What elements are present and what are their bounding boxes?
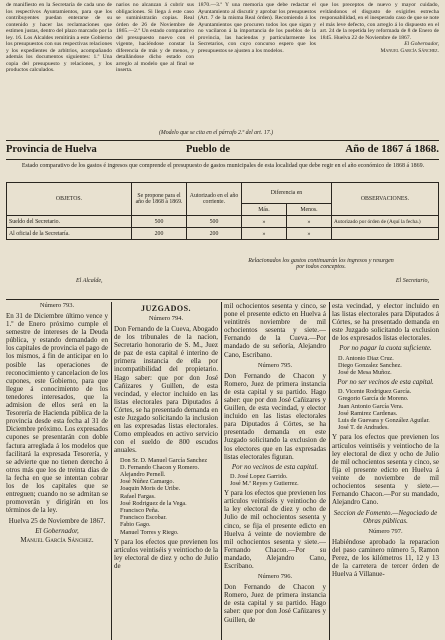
notice-number: Número 795. bbox=[257, 361, 293, 369]
top-column-2: narios no alcanzan á cubrir sus obligaciones. Si llega á este caso se suministrarán copias. Real órden de 26 de Noviembre de 1865.—2.º Un estado comparativo del presupuesto nuevo con el vigente, haciéndose constar la diferencia de más y de menos, y detallándose dicho estado con arreglo al modelo que al final se inserta. bbox=[116, 2, 194, 73]
cell-menos: » bbox=[287, 228, 332, 240]
header-menos: Menos. bbox=[287, 204, 332, 216]
table-row bbox=[7, 216, 439, 228]
year-label: Año de 1867 á 1868. bbox=[345, 143, 439, 155]
table-header-row bbox=[7, 183, 439, 204]
list-item: D. José Lopez Garrido. bbox=[230, 472, 288, 480]
notice-body: Don Fernando de la Cueva, Abogado de los tribunales de la nacion, Secretario honorario de S. M., Juez de paz de esta capital é interino de primera instancia de ella por incompatibilidad del propietario. Hago saber: que por don José Cañizares y Guillen, de esta vecindad, y elector incluido en las listas electorales para Diputados á Córtes, se ha presentado demanda en este Juzgado solicitando la inclusion en las expresadas listas electorales. Como empleados en activo servicio con el sueldo de 800 escudos anuales. bbox=[114, 325, 218, 455]
notice-body: Don Fernando de Chacon y Romero, Juez de primera instancia de esta capital y su partido. Hago saber: que por don José Cañizares y Guillen, de esta vecindad, y elector incluido en las listas electorales para Diputados á Córtes, se ha presentado demanda en este Juzgado solicitando la exclusion de los electores que en las expresadas listas electorales figuran. bbox=[224, 371, 326, 461]
list-item: Alejandro Pernell. bbox=[120, 470, 166, 478]
header-band bbox=[6, 140, 439, 160]
list-item: José Ramirez Cardenas. bbox=[338, 409, 398, 417]
list-item: Gregorio García de Moreno. bbox=[338, 395, 409, 403]
lower-column-3 bbox=[224, 302, 326, 640]
cell-autorizado: 500 bbox=[187, 216, 242, 228]
list-item: Francisco Escobar. bbox=[120, 514, 167, 522]
list-subtitle: Por no ser vecinos de esta capital. bbox=[337, 378, 434, 387]
top-column-4-text: que los preceptos de nuevo y mayor cuidado, evitándonos el disgusto de exigirles estrecha responsabilidad, en el inesperado caso de que se note el más leve defecto, con arreglo á lo dispuesto en el art. 24 de la repetida ley reformada de 8 de Enero de 1845. Huelva 22 de Noviembre de 1867. bbox=[320, 2, 439, 41]
list-item: José Rodriguez de la Vega. bbox=[120, 499, 187, 507]
cell-obs bbox=[332, 228, 439, 240]
notice-body: esta vecindad, y elector incluido en las listas electorales para Diputados á Córtes, se ha presentado demanda en este Juzgado solicitando la exclusion de los expresados listas electorales. bbox=[332, 302, 439, 343]
list-subtitle: Por no vecinos de esta capital. bbox=[231, 462, 319, 471]
list-item: Luis de Guevara y González Aguilar. bbox=[338, 417, 430, 425]
governor-name: Manuel García Sánchez. bbox=[380, 47, 439, 54]
notice-number: Número 796. bbox=[257, 573, 293, 581]
list-item: D. Antonio Diaz Cruz. bbox=[338, 354, 394, 362]
header-propone: Se propone para el año de 1868 á 1869. bbox=[132, 183, 187, 216]
list-item: Diego Gonzalez Sanchez. bbox=[338, 361, 402, 369]
lower-section bbox=[6, 302, 439, 640]
estado-description: Estado comparativo de los gastos é ingresos que comprende el presupuesto de gastos municipales de esta localidad que debe regir en el año económico de 1868 á 1869. bbox=[21, 163, 425, 169]
list-item: José de Mesa Muñoz. bbox=[338, 368, 392, 376]
lower-column-1 bbox=[6, 302, 108, 640]
list-item: D. Vicente Rodriguez García. bbox=[338, 388, 412, 396]
town-label: Pueblo de bbox=[186, 144, 231, 155]
cell-obs: Autorizado por órden de (Aquí la fecha.) bbox=[332, 216, 439, 228]
table-note-right: Relacionados los gastos continuarán los ingresos y resurgen por todos conceptos. bbox=[248, 258, 394, 270]
governor-title: El Gobernador, bbox=[404, 41, 439, 47]
cell-propone: 500 bbox=[132, 216, 187, 228]
list-item: José Núñez Camargo. bbox=[120, 478, 175, 486]
list-item: Fabio Gago. bbox=[120, 521, 151, 529]
section-subtitle: Seccion de Fomento.—Negociado de Obras públicas. bbox=[333, 509, 438, 526]
list-item: Manuel Torres y Riego. bbox=[120, 528, 179, 536]
cell-propone: 200 bbox=[132, 228, 187, 240]
divider-rule bbox=[6, 299, 439, 300]
top-column-3: 1870.—3.º Y una memoria que debe redactar el Ayuntamiento al discutir y aprobar los presupuestos (Art. 7 de la misma Real órden). Recomiendo á los Ayuntamientos que procuren todos los que sigan y no vacilaron á la importancia de los pueblos de la provincia, las haciendas y particularmente los Secretarios, con cuyo concurso espero que los presupuestos se ajusten a los modelos. bbox=[198, 2, 316, 54]
list-item: Francisco Peña. bbox=[120, 506, 160, 514]
list-subtitle: Por no pagar la cuota suficiente. bbox=[339, 344, 432, 353]
table-row bbox=[7, 228, 439, 240]
comparison-table bbox=[6, 182, 439, 240]
cell-menos: » bbox=[287, 216, 332, 228]
list-item: Juan Antonio García Vera. bbox=[338, 402, 404, 410]
cell-objeto: Al oficial de la Secretaría. bbox=[7, 228, 132, 240]
notice-body: Y para los efectos que previenen los artículos veintiséis y veintiocho de la ley electoral de diez y ocho de Julio de mil ochocientos sesenta y cinco, se fija el presente edicto en Huelva á veinte de noviembre de mil ochocientos sesenta y siete.—Fernando Chacon.—Por su mandado, Alejandro Cano. bbox=[332, 433, 439, 507]
top-section bbox=[6, 2, 439, 137]
section-title: JUZGADOS. bbox=[140, 304, 192, 313]
secretario-label: El Secretario, bbox=[395, 278, 429, 284]
notice-body: Y para los efectos que previenen los artículos veintiséis y veintiocho de la ley electoral de diez y ocho de Julio de mil ochocientos sesenta y cinco, se fija el presente edicto en Huelva á veinte de noviembre de mil ochocientos sesenta y siete.—Fernando Chacon.—Por su mandado, Alejandro Cano, Escribano. bbox=[224, 489, 326, 571]
cell-autorizado: 200 bbox=[187, 228, 242, 240]
province-label: Provincia de Huelva bbox=[6, 144, 97, 155]
header-mas: Más. bbox=[242, 204, 287, 216]
notice-date: Huelva 25 de Noviembre de 1867. bbox=[8, 517, 106, 526]
header-diferencia: Diferencia en bbox=[242, 183, 332, 204]
governor-name: Manuel García Sánchez. bbox=[20, 535, 94, 544]
lower-column-4 bbox=[332, 302, 439, 640]
cell-mas: » bbox=[242, 216, 287, 228]
header-objetos: OBJETOS. bbox=[7, 183, 132, 216]
notice-body: En 31 de Diciembre último vence y 1.º de Enero próximo cumple el semestre de intereses de la Deuda pública, y estando demandado en los capitales de provincia el pago de los mismos, á fin de anticipar en lo posible las operaciones de reconocimiento y cancelacion de los cupones, este Gobierno, para que llegue á conocimiento de los tenedores interesados, que la admision de ellos será en la Tesorería de Hacienda pública de la provincia desde esta fecha al 31 de Diciembre próximo. Los expresados cupones se presentarán con doble factura arreglada á los modelos que facilitará la expresada Tesorería, y se advierte que no tienen derecho á otros más que los de treinta dias de la fecha en que se intentan cobrar los de los capitales que se entreguen; cuando no se admitan se promoverán y dirigirán en los términos de la ley. bbox=[6, 312, 108, 515]
list-intro: Don Sr. D. Manuel García Sanchez bbox=[120, 456, 208, 464]
top-column-1: de manifiesto en la Secretaría de cada uno de los respectivos Ayuntamientos, para que los contribuyentes puedan enterarse de su contenido y hacer las reclamaciones que estimen justas, dentro del plazo marcado por la ley. 16. Los Alcaldes remitirán a este Gobierno los presupuestos con sus respectivas relaciones y los expedientes de arbitrios, acompañando además los documentos siguientes: 1.º Una copia del presupuesto y relaciones, y los productos calculados. bbox=[6, 2, 112, 73]
header-observaciones: OBSERVACIONES. bbox=[332, 183, 439, 216]
list-item: D. Fernando Chacon y Romero. bbox=[120, 463, 200, 471]
cell-mas: » bbox=[242, 228, 287, 240]
notice-body: mil ochocientos sesenta y cinco, se pone el presente edicto en Huelva á veintitrés noviembre de mil ochocientos sesenta y siete.—Fernando de la Cueva.—Por mandado de su señoría, Alejandro Cano, Escribano. bbox=[224, 302, 326, 359]
cell-objeto: Sueldo del Secretario. bbox=[7, 216, 132, 228]
list-item: Rafael Fargas. bbox=[120, 492, 156, 500]
table-notes bbox=[6, 258, 439, 298]
notice-tail: Y para los efectos que previenen los artículos veintiséis y veintiocho de la ley electoral de diez y ocho de Julio de bbox=[114, 537, 218, 571]
notice-number: Número 794. bbox=[148, 315, 184, 322]
model-note: (Modelo que se cita en el párrafo 2.º del art. 17.) bbox=[158, 130, 273, 136]
notice-body: Habiéndose aprobado la reparacion del paso caminero número 5, Ramon Perez, de los kilómetros 11, 12 y 13 de la carretera de tercer órden de Huelva á Villanue- bbox=[332, 537, 439, 578]
list-item: José T. de Andrades. bbox=[338, 424, 389, 432]
top-column-4 bbox=[320, 2, 439, 54]
list-item: Joaquin Moris de Uribe. bbox=[120, 485, 181, 493]
notice-body: Don Fernando de Chacon y Romero, Juez de primera instancia de esta capital y su partido. Hago saber: que por don José Cañizares y Guillen, de bbox=[224, 583, 326, 624]
alcalde-label: El Alcalde, bbox=[76, 278, 103, 284]
notice-number: Número 793. bbox=[39, 302, 75, 309]
governor-title: El Gobernador, bbox=[35, 527, 79, 536]
notice-number: Número 797. bbox=[368, 527, 403, 535]
list-item: José M.ª Reyes y Gutierrez. bbox=[230, 479, 299, 487]
header-autorizado: Autorizado en el año corriente. bbox=[187, 183, 242, 216]
lower-column-2 bbox=[114, 302, 218, 640]
